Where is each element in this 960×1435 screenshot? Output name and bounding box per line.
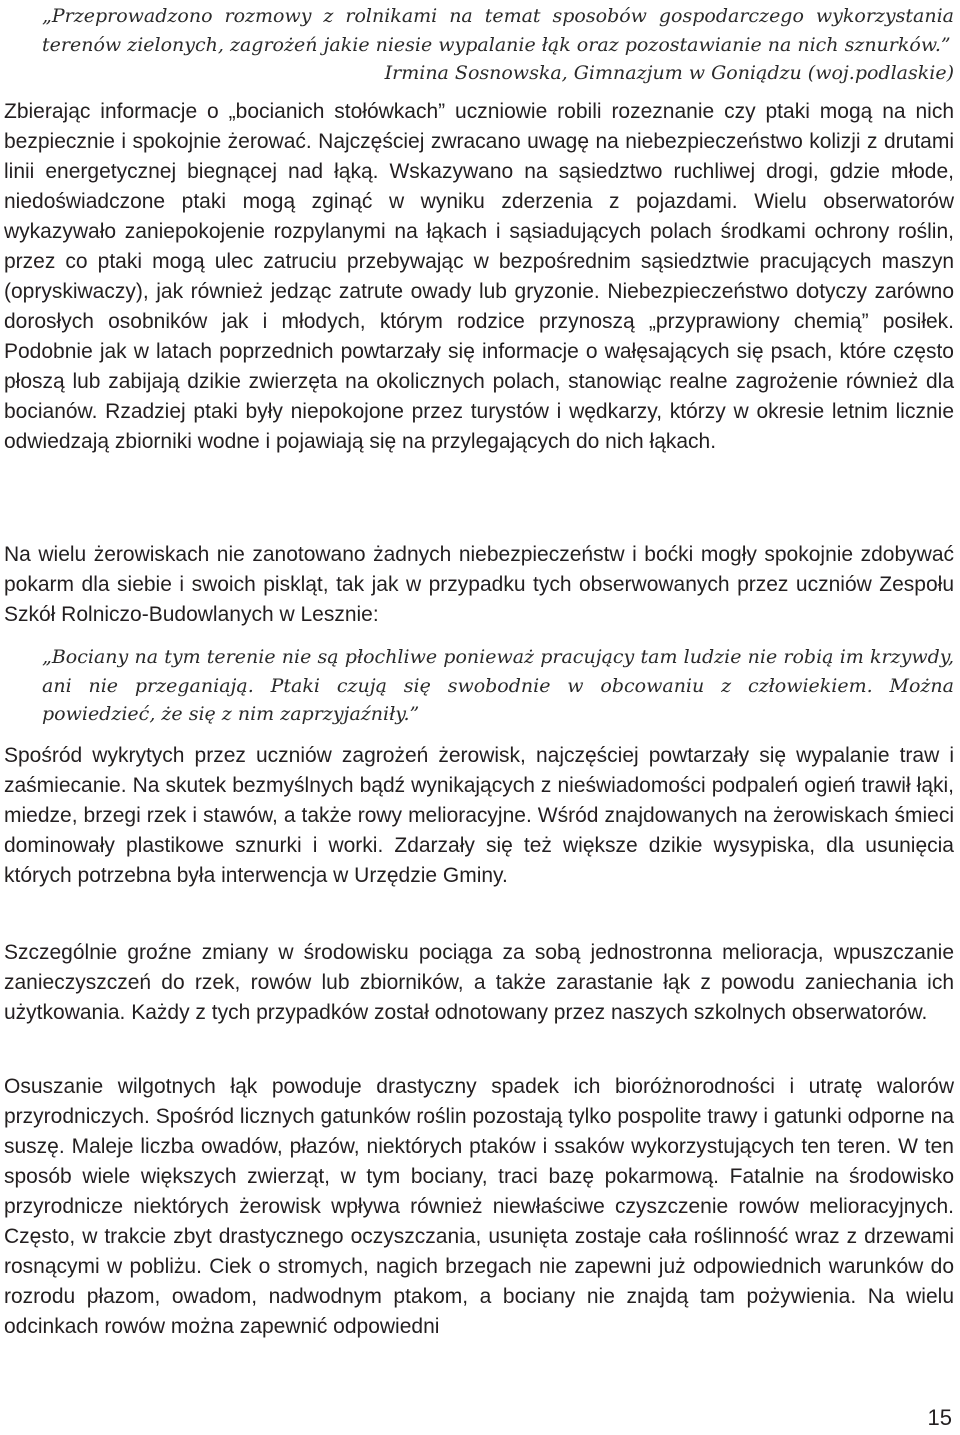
- paragraph-feeding-grounds-dangers: Zbierając informacje o „bocianich stołówkach” uczniowie robili rozeznanie czy ptaki mogą na nich bezpiecznie i spokojnie żerować. Najczęściej zwracano uwagę na niebezpieczeństwo kolizji z drutami linii energetycznej biegnącej nad łąką. Wskazywano na sąsiedztwo ruchliwej drogi, gdzie młode, niedoświadczone ptaki mogą zginąć w wyniku zderzenia z pojazdami. Wielu obserwatorów wykazywało zaniepokojenie rozpylanymi na łąkach i sąsiadujących polach środkami ochrony roślin, przez co ptaki mogą ulec zatruciu przebywając w bezpośrednim sąsiedztwie pracujących maszyn (opryskiwaczy), jak również jedząc zatrute owady lub gryzonie. Niebezpieczeństwo dotyczy zarówno dorosłych osobników jak i młodych, którym rodzice przynoszą „przyprawiony chemią” posiłek. Podobnie jak w latach poprzednich powtarzały się informacje o wałęsających się psach, które często płoszą lub zabijają dzikie zwierzęta na okolicznych polach, stanowiąc realne zagrożenie również dla bocianów. Rzadziej ptaki były niepokojone przez turystów i wędkarzy, którzy w okresie letnim licznie odwiedzają zbiorniki wodne i pojawiają się na przylegających do nich łąkach.: [4, 100, 954, 453]
- page-number: 15: [927, 1405, 952, 1430]
- opening-quote: [42, 2, 954, 88]
- paragraph-environment-changes: Szczególnie groźne zmiany w środowisku pociąga za sobą jednostronna melioracja, wpuszczanie zanieczyszczeń do rzek, rowów lub zbiorników, a także zarastanie łąk z powodu zaniechania ich użytkowania. Każdy z tych przypadków został odnotowany przez naszych szkolnych obserwatorów.: [4, 941, 954, 1024]
- paragraph-meadow-drainage: Osuszanie wilgotnych łąk powoduje drastyczny spadek ich bioróżnorodności i utratę walorów przyrodniczych. Spośród licznych gatunków roślin pozostają tylko pospolite trawy i gatunki odporne na suszę. Maleje liczba owadów, płazów, niektórych ptaków i ssaków wykorzystujących ten teren. W ten sposób wiele większych zwierząt, w tym bociany, traci bazę pokarmową. Fatalnie na środowisko przyrodnicze niektórych żerowisk wpływa również niewłaściwe czyszczenie rowów melioracyjnych. Często, w trakcie zbyt drastycznego oczyszczania, usunięta zostaje cała roślinność wraz z drzewami rosnącymi w pobliżu. Ciek o stromych, nagich brzegach nie zapewni już odpowiednich warunków do rozrodu płazom, owadom, nadwodnym ptakom, a bociany nie znajdą tam pożywienia. Na wielu odcinkach rowów można zapewnić odpowiedni: [4, 1075, 954, 1338]
- leszno-quote: [42, 643, 954, 729]
- paragraph-burning-littering: Spośród wykrytych przez uczniów zagrożeń żerowisk, najczęściej powtarzały się wypalanie traw i zaśmiecanie. Na skutek bezmyślnych bądź wynikających z nieświadomości podpaleń ogień trawił łąki, miedze, brzegi rzek i stawów, a także rowy melioracyjne. Wśród znajdowanych na żerowiskach śmieci dominowały plastikowe sznurki i worki. Zdarzały się też większe dzikie wysypiska, dla usunięcia których potrzebna była interwencja w Urzędzie Gminy.: [4, 744, 954, 887]
- opening-quote-text: „Przeprowadzono rozmowy z rolnikami na temat sposobów gospodarczego wykorzystania terenów zielonych, zagrożeń jakie niesie wypalanie łąk oraz pozostawianie na nich sznurków.”: [42, 5, 954, 56]
- paragraph-safe-feeding-grounds: Na wielu żerowiskach nie zanotowano żadnych niebezpieczeństw i boćki mogły spokojnie zdobywać pokarm dla siebie i swoich piskląt, tak jak w przypadku tych obserwowanych przez uczniów Zespołu Szkół Rolniczo-Budowlanych w Lesznie:: [4, 543, 954, 626]
- quote-author: Irmina Sosnowska, Gimnazjum w Goniądzu (woj.podlaskie): [384, 62, 954, 84]
- leszno-quote-text: „Bociany na tym terenie nie są płochliwe ponieważ pracujący tam ludzie nie robią im krzywdy, ani nie przeganiają. Ptaki czują się swobodnie w obcowaniu z człowiekiem. Można powiedzieć, że się z nim zaprzyjaźniły.”: [42, 646, 954, 725]
